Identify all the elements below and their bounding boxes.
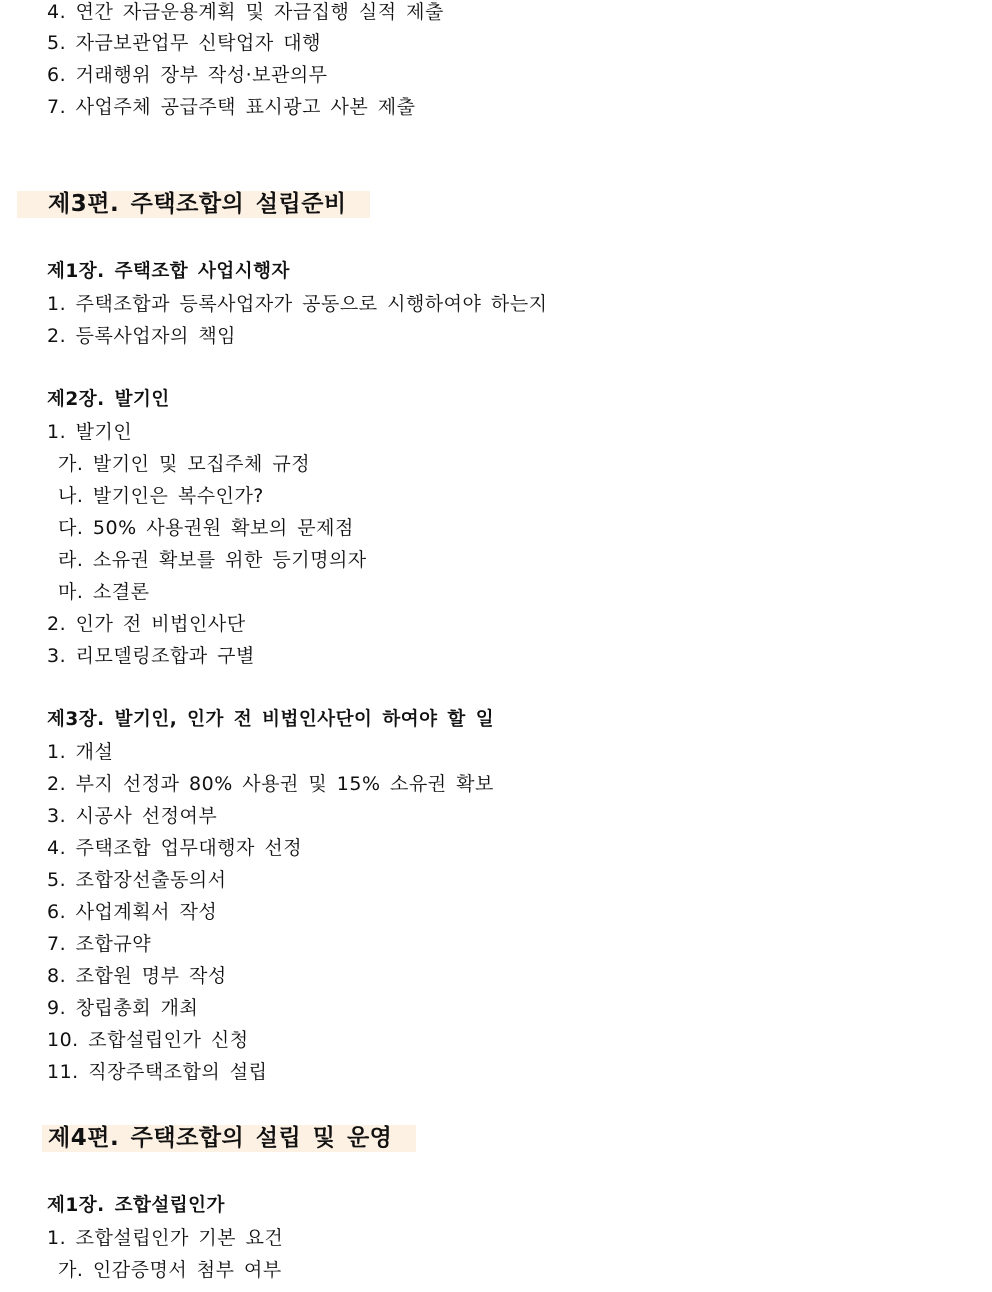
sub-list-item: 마. 소결론	[58, 581, 150, 603]
list-item: 7. 조합규약	[47, 933, 152, 955]
list-item: 11. 직장주택조합의 설립	[47, 1061, 268, 1083]
list-item: 6. 거래행위 장부 작성·보관의무	[47, 64, 328, 86]
chapter-heading: 제1장. 조합설립인가	[47, 1195, 225, 1216]
list-item: 4. 주택조합 업무대행자 선정	[47, 837, 303, 859]
chapter-heading: 제3장. 발기인, 인가 전 비법인사단이 하여야 할 일	[47, 709, 495, 730]
list-item: 1. 개설	[47, 741, 114, 763]
list-item: 9. 창립총회 개최	[47, 997, 199, 1019]
sub-list-item: 가. 발기인 및 모집주체 규정	[58, 453, 311, 475]
part-heading: 제3편. 주택조합의 설립준비	[17, 191, 370, 218]
list-item: 5. 조합장선출동의서	[47, 869, 227, 891]
sub-list-item: 나. 발기인은 복수인가?	[58, 485, 264, 507]
sub-list-item: 라. 소유권 확보를 위한 등기명의자	[58, 549, 367, 571]
sub-list-item: 가. 인감증명서 첨부 여부	[58, 1259, 282, 1281]
list-item: 1. 주택조합과 등록사업자가 공동으로 시행하여야 하는지	[47, 293, 548, 315]
list-item: 3. 시공사 선정여부	[47, 805, 218, 827]
list-item: 8. 조합원 명부 작성	[47, 965, 227, 987]
list-item: 2. 인가 전 비법인사단	[47, 613, 246, 635]
sub-list-item: 다. 50% 사용권원 확보의 문제점	[58, 517, 354, 539]
chapter-heading: 제2장. 발기인	[47, 389, 170, 410]
list-item: 5. 자금보관업무 신탁업자 대행	[47, 32, 321, 54]
list-item: 2. 등록사업자의 책임	[47, 325, 237, 347]
list-item: 7. 사업주체 공급주택 표시광고 사본 제출	[47, 96, 416, 118]
chapter-heading: 제1장. 주택조합 사업시행자	[47, 261, 290, 282]
list-item: 1. 발기인	[47, 421, 133, 443]
list-item: 10. 조합설립인가 신청	[47, 1029, 249, 1051]
list-item: 1. 조합설립인가 기본 요건	[47, 1227, 284, 1249]
list-item: 2. 부지 선정과 80% 사용권 및 15% 소유권 확보	[47, 773, 494, 795]
part-heading: 제4편. 주택조합의 설립 및 운영	[42, 1125, 416, 1152]
list-item: 6. 사업계획서 작성	[47, 901, 218, 923]
list-item: 3. 리모델링조합과 구별	[47, 645, 255, 667]
list-item: 4. 연간 자금운용계획 및 자금집행 실적 제출	[47, 1, 444, 23]
